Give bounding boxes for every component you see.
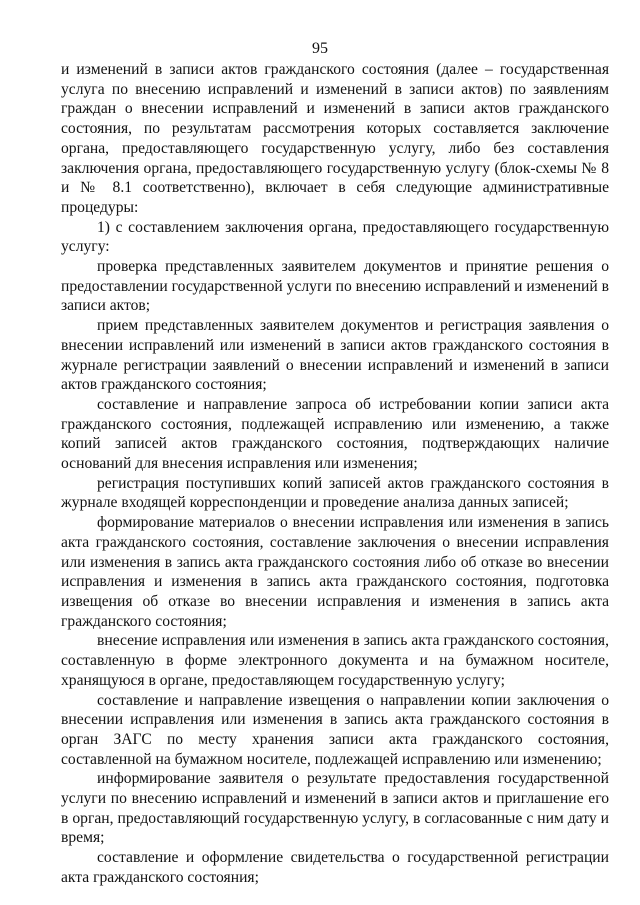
paragraph-procedure-send-notice: составление и направление извещения о направлении копии заключения о внесении исправления или изменения в запись акта гражданского состояния в орган ЗАГС по месту хранения записи акта гражданского состояния, составленной на бумажном носителе, подлежащей исправлению или изменению;	[61, 691, 609, 768]
paragraph-procedure-inform-applicant: информирование заявителя о результате предоставления государственной услуги по внесению исправлений и изменений в записи актов и приглашение его в орган, предоставляющий государственную услугу, в согласованные с ним дату и время;	[61, 770, 609, 847]
paragraph-procedure-issue-certificate: составление и оформление свидетельства о государственной регистрации акта гражданского состояния;	[61, 849, 609, 886]
paragraph-procedure-form-materials: формирование материалов о внесении исправления или изменения в запись акта гражданского состояния, составление заключения о внесении исправления или изменения в запись акта гражданского состояния либо об отказе во внесении исправления и изменения в запись акта гражданского состояния, подготовка извещения об отказе во внесении исправления и изменения в запись акта гражданского состояния;	[61, 514, 609, 630]
paragraph-item-1-heading: 1) с составлением заключения органа, предоставляющего государственную услугу:	[61, 218, 609, 256]
paragraph-procedure-receive-register: прием представленных заявителем документов и регистрация заявления о внесении исправлений или изменений в записи актов гражданского состояния в журнале регистрации заявлений о внесении исправлений и изменений в записи актов гражданского состояния;	[61, 317, 609, 394]
paragraph-procedure-request-copy: составление и направление запроса об истребовании копии записи акта гражданского состояния, подлежащей исправлению или изменению, а также копий записей актов гражданского состояния, подтверждающих наличие оснований для внесения исправления или изменения;	[61, 395, 609, 473]
paragraph-procedure-register-copies: регистрация поступивших копий записей актов гражданского состояния в журнале входящей корреспонденции и проведение анализа данных записей;	[61, 474, 609, 512]
paragraph-procedure-check-documents: проверка представленных заявителем документов и принятие решения о предоставлении государственной услуги по внесению исправлений и изменений в записи актов;	[61, 258, 609, 315]
paragraph-intro-continuation: и изменений в записи актов гражданского состояния (далее – государственная услуга по внесению исправлений и изменений в записи актов) по заявлениям граждан о внесении исправлений и изменений в записи актов гражданского состояния, по результатам рассмотрения которых составляется заключение органа, предоставляющего государственную услугу, либо без составления заключения органа, предоставляющего государственную услугу (блок-схемы № 8 и № 8.1 соответственно), включает в себя следующие административные процедуры:	[61, 61, 609, 216]
paragraph-procedure-make-correction: внесение исправления или изменения в запись акта гражданского состояния, составленную в форме электронного документа и на бумажном носителе, хранящуюся в органе, предоставляющем государственную услугу;	[61, 632, 609, 689]
page-number: 95	[312, 40, 328, 57]
document-body	[61, 60, 609, 888]
